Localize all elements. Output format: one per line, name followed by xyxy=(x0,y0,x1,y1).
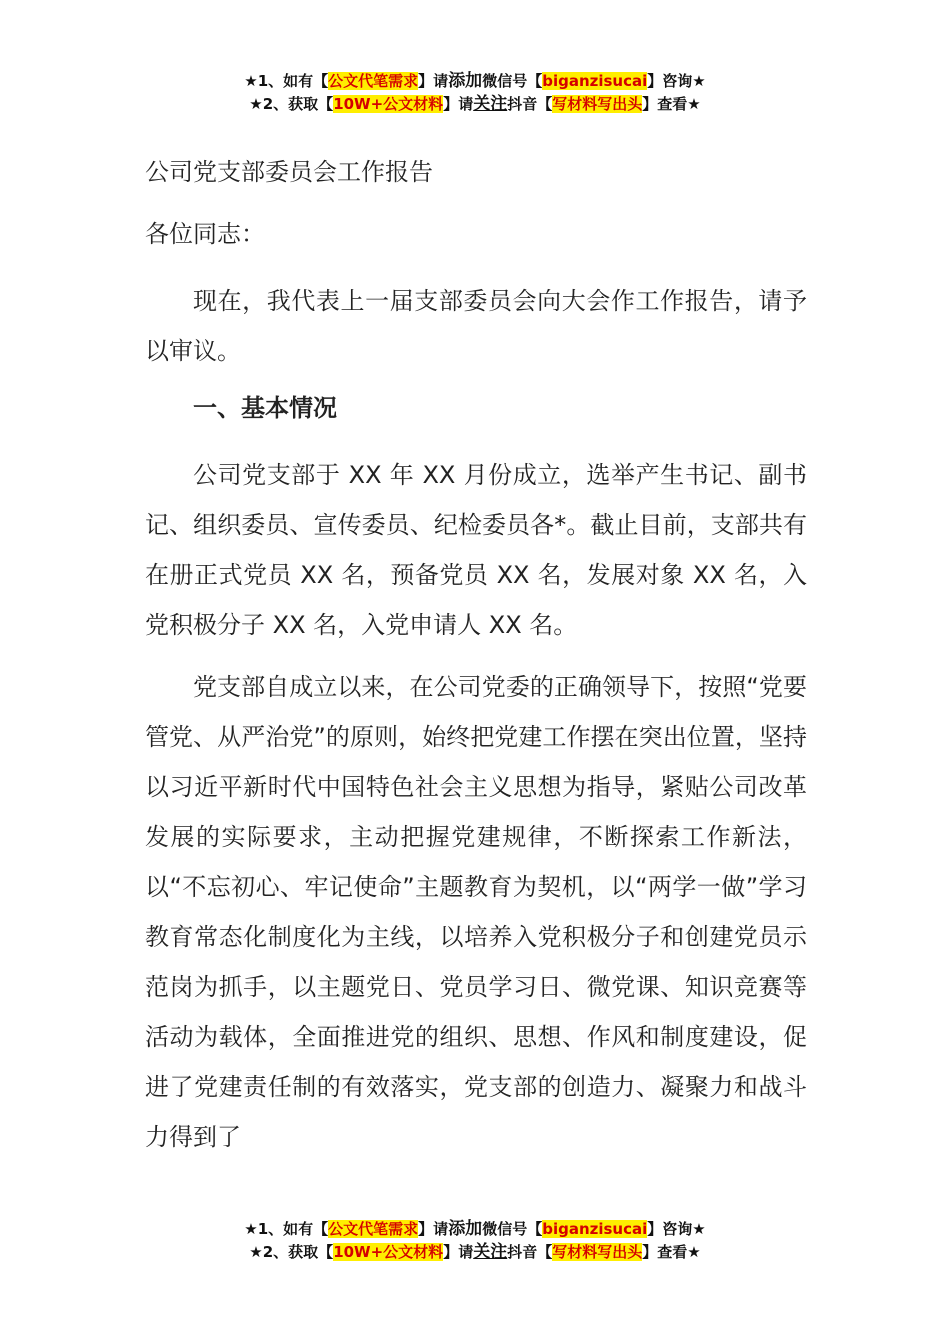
footer-banner-line-2: ★2、获取【10W+公文材料】请关注抖音【写材料写出头】查看★ xyxy=(249,1242,701,1262)
banner-highlight-service: 公文代笔需求 xyxy=(328,72,419,90)
banner-highlight-materials: 10W+公文材料 xyxy=(333,95,444,113)
footer-highlight-service: 公文代笔需求 xyxy=(328,1220,419,1238)
footer-banner-line-1: ★1、如有【公文代笔需求】请添加微信号【biganzisucai】咨询★ xyxy=(244,1219,706,1239)
header-banner xyxy=(0,70,950,116)
banner-line-2: ★2、获取【10W+公文材料】请关注抖音【写材料写出头】查看★ xyxy=(249,94,701,114)
banner-wechat-id: biganzisucai xyxy=(542,72,648,90)
section-heading: 一、基本情况 xyxy=(193,394,337,422)
document-title: 公司党支部委员会工作报告 xyxy=(145,158,433,186)
footer-douyin-account: 写材料写出头 xyxy=(552,1243,643,1261)
footer-wechat-id: biganzisucai xyxy=(542,1220,648,1238)
intro-paragraph: 现在，我代表上一届支部委员会向大会作工作报告，请予以审议。 xyxy=(145,287,807,365)
paragraph-work-summary: 党支部自成立以来，在公司党委的正确领导下，按照“党要管党、从严治党”的原则，始终把党建工作摆在突出位置，坚持以习近平新时代中国特色社会主义思想为指导，紧贴公司改革发展的实际要求，主动把握党建规律，不断探索工作新法，以“不忘初心、牢记使命”主题教育为契机，以“两学一做”学习教育常态化制度化为主线，以培养入党积极分子和创建党员示范岗为抓手，以主题党日、党员学习日、微党课、知识竞赛等活动为载体，全面推进党的组织、思想、作风和制度建设，促进了党建责任制的有效落实，党支部的创造力、凝聚力和战斗力得到了 xyxy=(145,673,807,1151)
document-body xyxy=(145,152,807,1174)
footer-banner xyxy=(0,1218,950,1264)
banner-line-1: ★1、如有【公文代笔需求】请添加微信号【biganzisucai】咨询★ xyxy=(244,71,706,91)
greeting: 各位同志： xyxy=(145,220,265,248)
paragraph-basic-info: 公司党支部于 XX 年 XX 月份成立，选举产生书记、副书记、组织委员、宣传委员、纪检委员各*。截止目前，支部共有在册正式党员 XX 名，预备党员 XX 名，发展对象 XX 名，入党积极分子 XX 名，入党申请人 XX 名。 xyxy=(145,461,807,639)
banner-douyin-account: 写材料写出头 xyxy=(552,95,643,113)
footer-highlight-materials: 10W+公文材料 xyxy=(333,1243,444,1261)
